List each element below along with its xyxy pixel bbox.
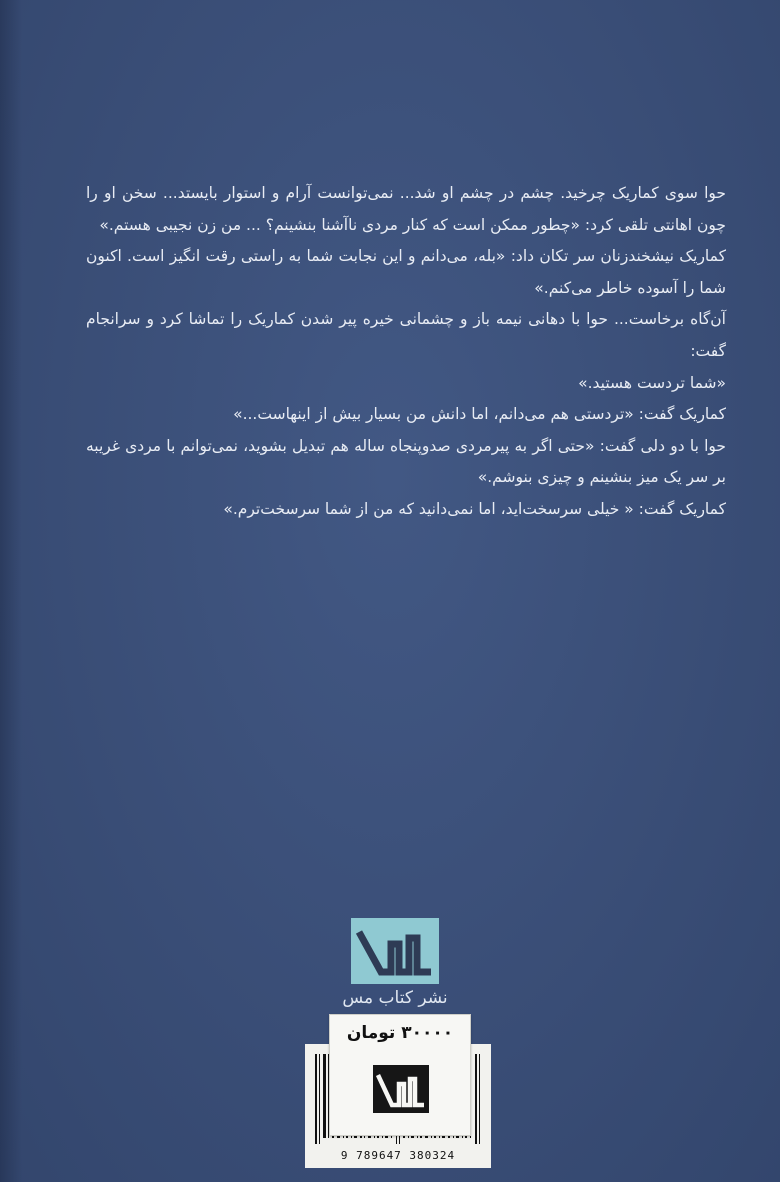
publisher-name: نشر کتاب مس <box>342 988 448 1008</box>
blurb-paragraph: «شما تردست هستید.» <box>578 373 726 392</box>
blurb-paragraph: حوا سوی کماریک چرخید. چشم در چشم او شد... نمی‌توانست آرام و استوار بایستد... سخن او را چون اهانتی تلقی کرد: «چطور ممکن است که کنار مردی ناآشنا بنشینم؟ ... من زن نجیبی هستم.» <box>86 184 726 234</box>
price-label: ۳۰۰۰۰ تومان <box>346 1023 454 1043</box>
blurb-paragraph: کماریک گفت: « خیلی سرسخت‌اید، اما نمی‌دانید که من از شما سرسخت‌ترم.» <box>223 499 726 518</box>
back-cover-blurb <box>86 178 726 526</box>
publisher-logo-icon <box>351 918 439 984</box>
blurb-paragraph: کماریک گفت: «تردستی هم می‌دانم، اما دانش من بسیار بیش از اینهاست...» <box>233 405 726 424</box>
blurb-paragraph: کماریک نیشخندزنان سر تکان داد: «بله، می‌دانم و این نجابت شما به راستی رقت انگیز است. اکنون شما را آسوده خاطر می‌کنم.» <box>86 247 726 297</box>
spine-shadow <box>0 0 22 1182</box>
blurb-paragraph: حوا با دو دلی گفت: «حتی اگر به پیرمردی صدوپنجاه ساله هم تبدیل بشوید، نمی‌توانم با مردی غریبه بر سر یک میز بنشینم و چیزی بنوشم.» <box>86 436 726 487</box>
price-sticker <box>329 1014 471 1136</box>
isbn-number: 9 789647 380324 <box>340 1149 456 1162</box>
sticker-publisher-logo-icon <box>373 1065 429 1113</box>
blurb-paragraph: آن‌گاه برخاست... حوا با دهانی نیمه باز و چشمانی خیره پیر شدن کماریک را تماشا کرد و سرانجام گفت: <box>86 310 726 360</box>
